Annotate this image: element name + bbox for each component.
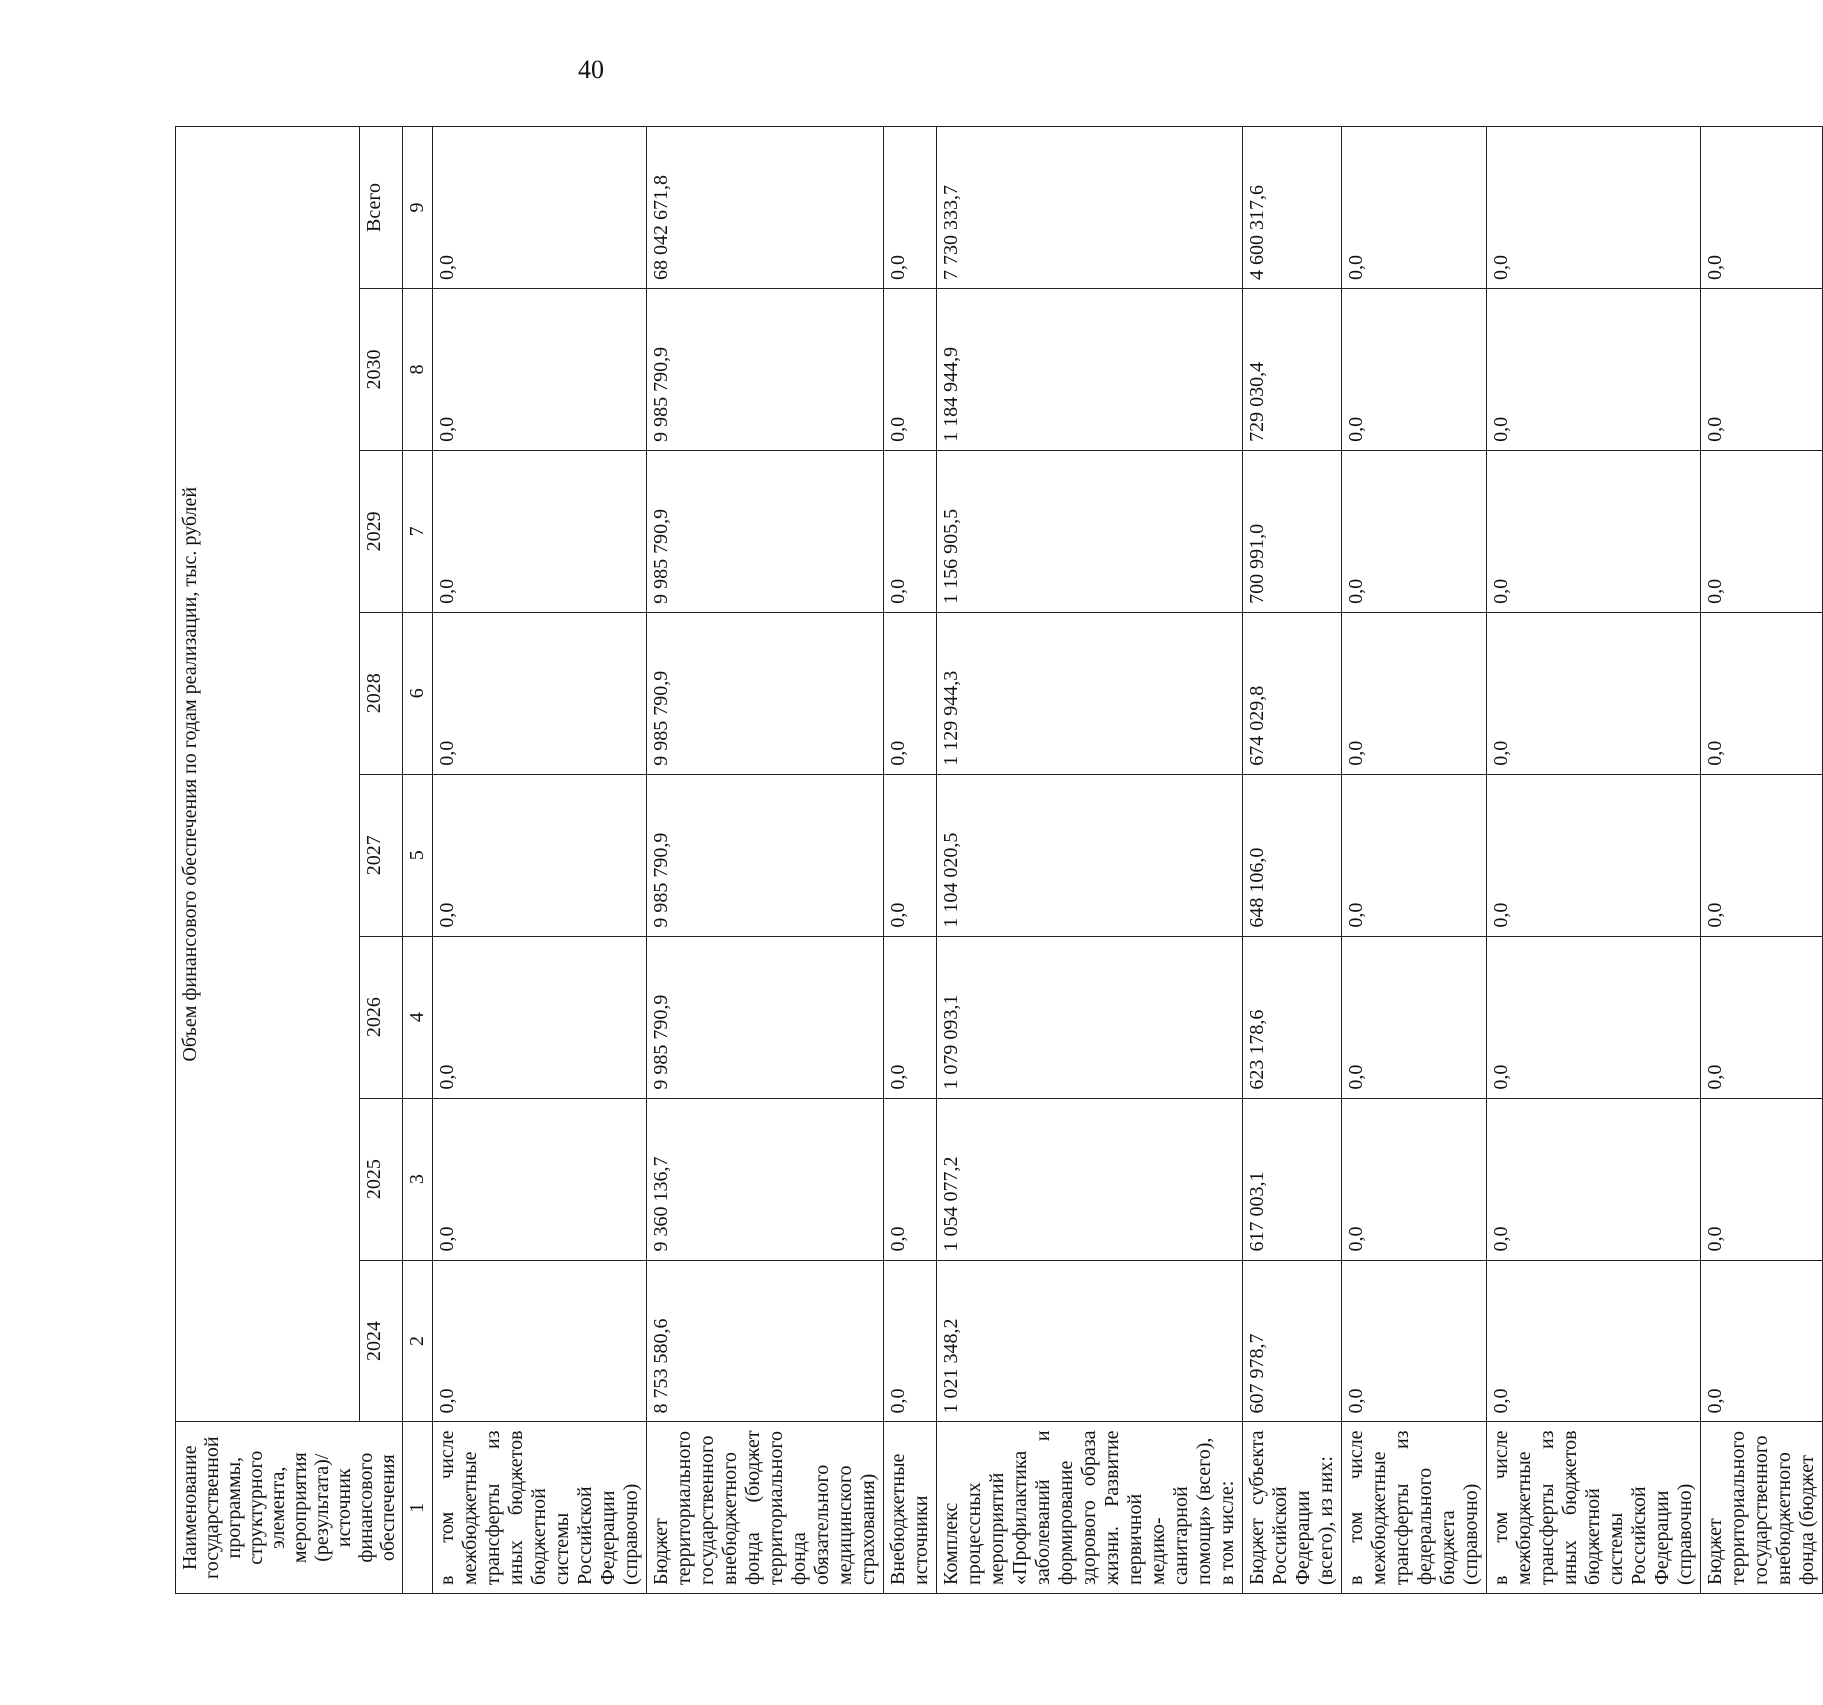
row-value: 0,0 [1487, 774, 1701, 936]
row-value: 1 156 905,5 [937, 450, 1243, 612]
row-value: 8 753 580,6 [647, 1260, 884, 1422]
row-value: 0,0 [1342, 450, 1487, 612]
row-value: 729 030,4 [1243, 288, 1342, 450]
table-row [433, 127, 647, 1594]
row-value: 0,0 [1487, 936, 1701, 1098]
row-value: 0,0 [1487, 450, 1701, 612]
table-row [1243, 127, 1342, 1594]
table-row [884, 127, 937, 1594]
row-value: 0,0 [1487, 127, 1701, 289]
header-volume: Объем финансового обеспечения по годам реализации, тыс. рублей [176, 127, 360, 1422]
row-name: Внебюджетные источники [884, 1422, 937, 1594]
row-value: 9 985 790,9 [647, 450, 884, 612]
row-value: 0,0 [433, 450, 647, 612]
column-number: 8 [403, 288, 433, 450]
row-value: 9 985 790,9 [647, 288, 884, 450]
row-value: 0,0 [433, 612, 647, 774]
table-row [1701, 127, 1823, 1594]
row-value: 4 600 317,6 [1243, 127, 1342, 289]
row-name: Бюджет территориального государственного внебюджетного фонда (бюджет [1701, 1422, 1823, 1594]
row-value: 0,0 [884, 612, 937, 774]
row-value: 0,0 [884, 774, 937, 936]
row-value: 0,0 [884, 1098, 937, 1260]
row-value: 607 978,7 [1243, 1260, 1342, 1422]
row-value: 0,0 [1487, 288, 1701, 450]
row-value: 7 730 333,7 [937, 127, 1243, 289]
row-value: 0,0 [884, 936, 937, 1098]
row-value: 9 985 790,9 [647, 612, 884, 774]
row-name: в том числе межбюджетные трансферты из федерального бюджета (справочно) [1342, 1422, 1487, 1594]
row-name: в том числе межбюджетные трансферты из иных бюджетов бюджетной системы Российской Федерации (справочно) [433, 1422, 647, 1594]
row-value: 0,0 [433, 936, 647, 1098]
header-year: 2027 [360, 774, 403, 936]
row-value: 0,0 [1701, 288, 1823, 450]
column-number: 5 [403, 774, 433, 936]
column-number: 1 [403, 1422, 433, 1594]
header-year: 2025 [360, 1098, 403, 1260]
financing-table [175, 126, 1823, 1594]
row-value: 674 029,8 [1243, 612, 1342, 774]
row-value: 0,0 [884, 1260, 937, 1422]
header-year: 2030 [360, 288, 403, 450]
row-value: 0,0 [1701, 936, 1823, 1098]
row-value: 68 042 671,8 [647, 127, 884, 289]
table-row [1487, 127, 1701, 1594]
column-number: 7 [403, 450, 433, 612]
row-value: 617 003,1 [1243, 1098, 1342, 1260]
column-number: 9 [403, 127, 433, 289]
header-name-column: Наименование государственной программы, структурного элемента, мероприятия (результата)/источник финансового обеспечения [176, 1422, 403, 1594]
row-value: 1 054 077,2 [937, 1098, 1243, 1260]
table-stage [175, 124, 1818, 1594]
row-value: 0,0 [1487, 612, 1701, 774]
row-value: 623 178,6 [1243, 936, 1342, 1098]
row-value: 0,0 [1487, 1260, 1701, 1422]
row-value: 0,0 [1342, 1098, 1487, 1260]
row-name-suffix: в том числе: [1216, 1480, 1238, 1585]
row-value: 0,0 [1701, 127, 1823, 289]
row-value: 0,0 [433, 288, 647, 450]
row-value: 0,0 [433, 774, 647, 936]
row-value: 700 991,0 [1243, 450, 1342, 612]
row-value: 1 184 944,9 [937, 288, 1243, 450]
column-number: 4 [403, 936, 433, 1098]
header-total: Всего [360, 127, 403, 289]
row-value: 0,0 [1701, 612, 1823, 774]
row-value: 0,0 [1701, 774, 1823, 936]
row-value: 0,0 [1342, 288, 1487, 450]
row-value: 0,0 [884, 127, 937, 289]
header-year: 2028 [360, 612, 403, 774]
row-value: 0,0 [1342, 612, 1487, 774]
row-name: в том числе межбюджетные трансферты из иных бюджетов бюджетной системы Российской Федерации (справочно) [1487, 1422, 1701, 1594]
row-value: 0,0 [884, 450, 937, 612]
row-value: 1 129 944,3 [937, 612, 1243, 774]
table-row [647, 127, 884, 1594]
row-value: 0,0 [1342, 774, 1487, 936]
row-value: 0,0 [1342, 936, 1487, 1098]
rotated-table-wrapper [175, 124, 1818, 1594]
row-value: 0,0 [884, 288, 937, 450]
column-number: 2 [403, 1260, 433, 1422]
row-value: 0,0 [1701, 1098, 1823, 1260]
header-year: 2029 [360, 450, 403, 612]
row-value: 0,0 [433, 1260, 647, 1422]
row-value: 0,0 [433, 1098, 647, 1260]
row-value: 0,0 [1701, 450, 1823, 612]
header-year: 2024 [360, 1260, 403, 1422]
row-name: Бюджет субъекта Российской Федерации (всего), из них: [1243, 1422, 1342, 1594]
row-value: 0,0 [1701, 1260, 1823, 1422]
column-number: 3 [403, 1098, 433, 1260]
row-name: Бюджет территориального государственного внебюджетного фонда (бюджет территориального фонда обязательного медицинского страхования) [647, 1422, 884, 1594]
row-value: 1 079 093,1 [937, 936, 1243, 1098]
row-value: 9 985 790,9 [647, 774, 884, 936]
column-number: 6 [403, 612, 433, 774]
row-name [937, 1422, 1243, 1594]
table-row [1342, 127, 1487, 1594]
row-value: 0,0 [1342, 1260, 1487, 1422]
header-year: 2026 [360, 936, 403, 1098]
row-value: 9 360 136,7 [647, 1098, 884, 1260]
row-value: 0,0 [1487, 1098, 1701, 1260]
row-value: 648 106,0 [1243, 774, 1342, 936]
row-value: 9 985 790,9 [647, 936, 884, 1098]
row-name-text: Комплекс процессных мероприятий «Профилактика заболеваний и формирование здорового образа жизни. Развитие первичной медико-санитарной помощи» (всего), [940, 1430, 1215, 1585]
row-value: 0,0 [1342, 127, 1487, 289]
page-number: 40 [578, 55, 604, 84]
row-value: 0,0 [433, 127, 647, 289]
row-value: 1 104 020,5 [937, 774, 1243, 936]
table-row [937, 127, 1243, 1594]
row-value: 1 021 348,2 [937, 1260, 1243, 1422]
